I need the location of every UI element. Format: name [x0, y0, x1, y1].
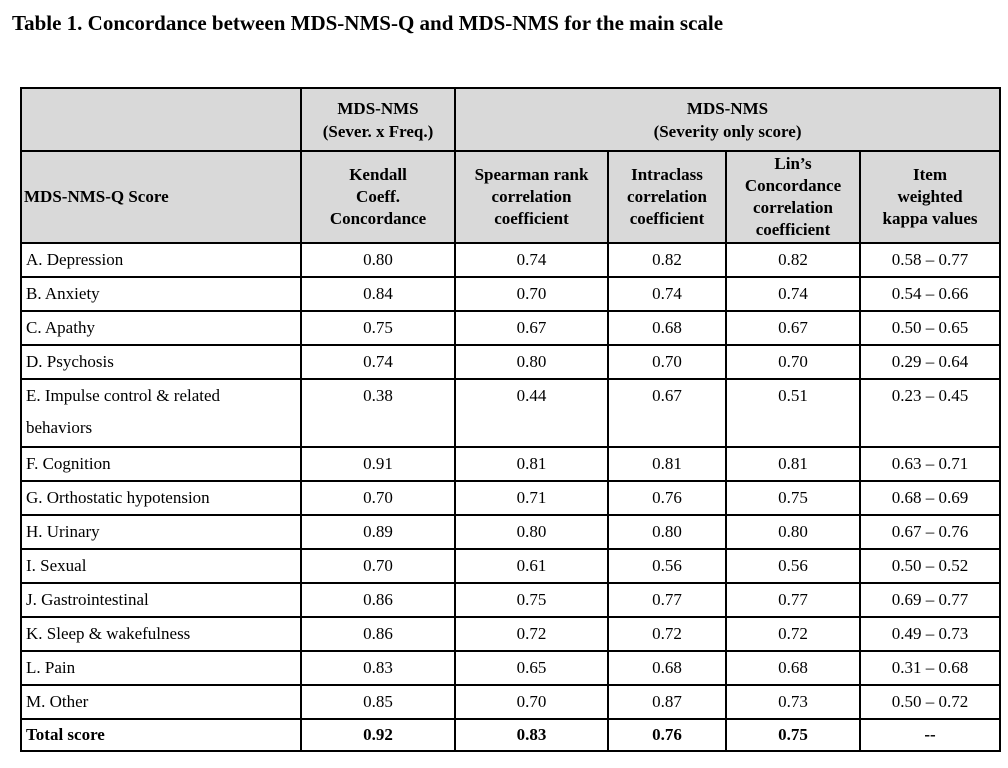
header-group1-line1: MDS-NMS: [337, 98, 419, 118]
icc-value: 0.68: [608, 311, 726, 345]
header-spearman-l2: correlation: [491, 187, 572, 206]
kappa-value: 0.49 – 0.73: [860, 617, 1000, 651]
kappa-value: 0.69 – 0.77: [860, 583, 1000, 617]
lin-text: 0.51: [778, 386, 808, 405]
header-group-severity-only: [455, 88, 1000, 151]
table-row: [21, 515, 1000, 549]
header-group1-line2: (Sever. x Freq.): [322, 121, 434, 141]
kendall-value: [301, 379, 455, 447]
row-label: I. Sexual: [21, 549, 301, 583]
total-kendall: 0.92: [301, 719, 455, 751]
icc-value: 0.56: [608, 549, 726, 583]
header-icc: [608, 151, 726, 243]
header-kendall-l3: Concordance: [329, 209, 427, 228]
row-label: C. Apathy: [21, 311, 301, 345]
total-row: [21, 719, 1000, 751]
lin-value: [726, 379, 860, 447]
table-row: [21, 617, 1000, 651]
header-kappa-l1: Item: [913, 165, 948, 184]
header-lin-l1: Lin’s: [774, 154, 812, 173]
table-row: [21, 549, 1000, 583]
header-spearman: [455, 151, 608, 243]
kappa-value: 0.68 – 0.69: [860, 481, 1000, 515]
total-spearman: 0.83: [455, 719, 608, 751]
kappa-value: 0.63 – 0.71: [860, 447, 1000, 481]
total-icc: 0.76: [608, 719, 726, 751]
row-label: J. Gastrointestinal: [21, 583, 301, 617]
kappa-value: 0.31 – 0.68: [860, 651, 1000, 685]
row-label: L. Pain: [21, 651, 301, 685]
header-icc-l2: correlation: [627, 187, 707, 206]
row-label: H. Urinary: [21, 515, 301, 549]
header-lin-l4: coefficient: [755, 220, 831, 239]
kendall-value: 0.80: [301, 243, 455, 277]
kendall-value: 0.70: [301, 549, 455, 583]
spearman-value: 0.74: [455, 243, 608, 277]
header-kendall-l1: Kendall: [349, 165, 407, 184]
spearman-value: 0.71: [455, 481, 608, 515]
kendall-value: 0.84: [301, 277, 455, 311]
spearman-value: 0.80: [455, 515, 608, 549]
spearman-value: 0.67: [455, 311, 608, 345]
row-label: B. Anxiety: [21, 277, 301, 311]
lin-value: 0.74: [726, 277, 860, 311]
icc-value: 0.68: [608, 651, 726, 685]
lin-value: 0.77: [726, 583, 860, 617]
table-row: [21, 345, 1000, 379]
lin-value: 0.72: [726, 617, 860, 651]
header-group2-line1: MDS-NMS: [686, 98, 769, 118]
spearman-value: 0.81: [455, 447, 608, 481]
header-lin: [726, 151, 860, 243]
header-kappa-l2: weighted: [897, 187, 963, 206]
icc-value: [608, 379, 726, 447]
header-icc-l1: Intraclass: [631, 165, 703, 184]
header-lin-l3: correlation: [753, 198, 833, 217]
header-icc-l3: coefficient: [629, 209, 705, 228]
icc-value: 0.70: [608, 345, 726, 379]
kendall-value: 0.74: [301, 345, 455, 379]
kendall-value: 0.86: [301, 583, 455, 617]
table-row: [21, 481, 1000, 515]
table-row: [21, 583, 1000, 617]
total-lin: 0.75: [726, 719, 860, 751]
spearman-value: 0.70: [455, 277, 608, 311]
row-label-line1: E. Impulse control & related: [26, 386, 221, 405]
header-column-row: [21, 151, 1000, 243]
kappa-value: 0.50 – 0.72: [860, 685, 1000, 719]
kendall-value: 0.75: [301, 311, 455, 345]
icc-value: 0.76: [608, 481, 726, 515]
kappa-value: [860, 379, 1000, 447]
table-row: [21, 243, 1000, 277]
kappa-value: 0.67 – 0.76: [860, 515, 1000, 549]
lin-value: 0.56: [726, 549, 860, 583]
kendall-value: 0.85: [301, 685, 455, 719]
header-score-text: MDS-NMS-Q Score: [24, 187, 169, 206]
spearman-value: 0.72: [455, 617, 608, 651]
row-label: A. Depression: [21, 243, 301, 277]
icc-value: 0.87: [608, 685, 726, 719]
header-spearman-l3: coefficient: [494, 209, 569, 228]
lin-value: 0.81: [726, 447, 860, 481]
icc-value: 0.80: [608, 515, 726, 549]
header-spearman-l1: Spearman rank: [474, 165, 589, 184]
header-kappa-l3: kappa values: [882, 209, 978, 228]
spearman-value: 0.80: [455, 345, 608, 379]
lin-value: 0.82: [726, 243, 860, 277]
header-kappa: [860, 151, 1000, 243]
table-row: [21, 277, 1000, 311]
spearman-value: 0.70: [455, 685, 608, 719]
icc-value: 0.81: [608, 447, 726, 481]
table-row: [21, 311, 1000, 345]
kendall-value: 0.70: [301, 481, 455, 515]
kendall-value: 0.89: [301, 515, 455, 549]
lin-value: 0.68: [726, 651, 860, 685]
kappa-value: 0.58 – 0.77: [860, 243, 1000, 277]
spearman-value: 0.75: [455, 583, 608, 617]
lin-value: 0.75: [726, 481, 860, 515]
concordance-table: [20, 87, 1001, 752]
row-label: D. Psychosis: [21, 345, 301, 379]
lin-value: 0.67: [726, 311, 860, 345]
icc-text: 0.67: [652, 386, 682, 405]
header-group-row: [21, 88, 1000, 151]
spearman-value: 0.65: [455, 651, 608, 685]
icc-value: 0.74: [608, 277, 726, 311]
icc-value: 0.72: [608, 617, 726, 651]
row-label-line2: behaviors: [26, 418, 93, 437]
header-group2-line2: (Severity only score): [653, 121, 802, 141]
total-kappa: --: [860, 719, 1000, 751]
kendall-text: 0.38: [363, 386, 393, 405]
lin-value: 0.73: [726, 685, 860, 719]
kappa-value: 0.50 – 0.52: [860, 549, 1000, 583]
header-empty-cell: [21, 88, 301, 151]
header-group-sever-freq: [301, 88, 455, 151]
header-score: [21, 151, 301, 243]
header-kendall-l2: Coeff.: [356, 187, 400, 206]
spearman-text: 0.44: [516, 386, 547, 405]
table-row: [21, 379, 1000, 447]
kappa-text: 0.23 – 0.45: [891, 386, 969, 405]
lin-value: 0.80: [726, 515, 860, 549]
header-kendall: [301, 151, 455, 243]
icc-value: 0.77: [608, 583, 726, 617]
kappa-value: 0.50 – 0.65: [860, 311, 1000, 345]
icc-value: 0.82: [608, 243, 726, 277]
header-lin-l2: Concordance: [744, 176, 842, 195]
kappa-value: 0.29 – 0.64: [860, 345, 1000, 379]
row-label: K. Sleep & wakefulness: [21, 617, 301, 651]
kappa-value: 0.54 – 0.66: [860, 277, 1000, 311]
row-label: G. Orthostatic hypotension: [21, 481, 301, 515]
spearman-value: [455, 379, 608, 447]
table-row: [21, 685, 1000, 719]
table-row: [21, 447, 1000, 481]
row-label: [21, 379, 301, 447]
row-label: M. Other: [21, 685, 301, 719]
table-row: [21, 651, 1000, 685]
total-label: Total score: [21, 719, 301, 751]
row-label: F. Cognition: [21, 447, 301, 481]
spearman-value: 0.61: [455, 549, 608, 583]
table-title: Table 1. Concordance between MDS-NMS-Q and MDS-NMS for the main scale: [12, 11, 724, 35]
lin-value: 0.70: [726, 345, 860, 379]
kendall-value: 0.91: [301, 447, 455, 481]
kendall-value: 0.86: [301, 617, 455, 651]
kendall-value: 0.83: [301, 651, 455, 685]
